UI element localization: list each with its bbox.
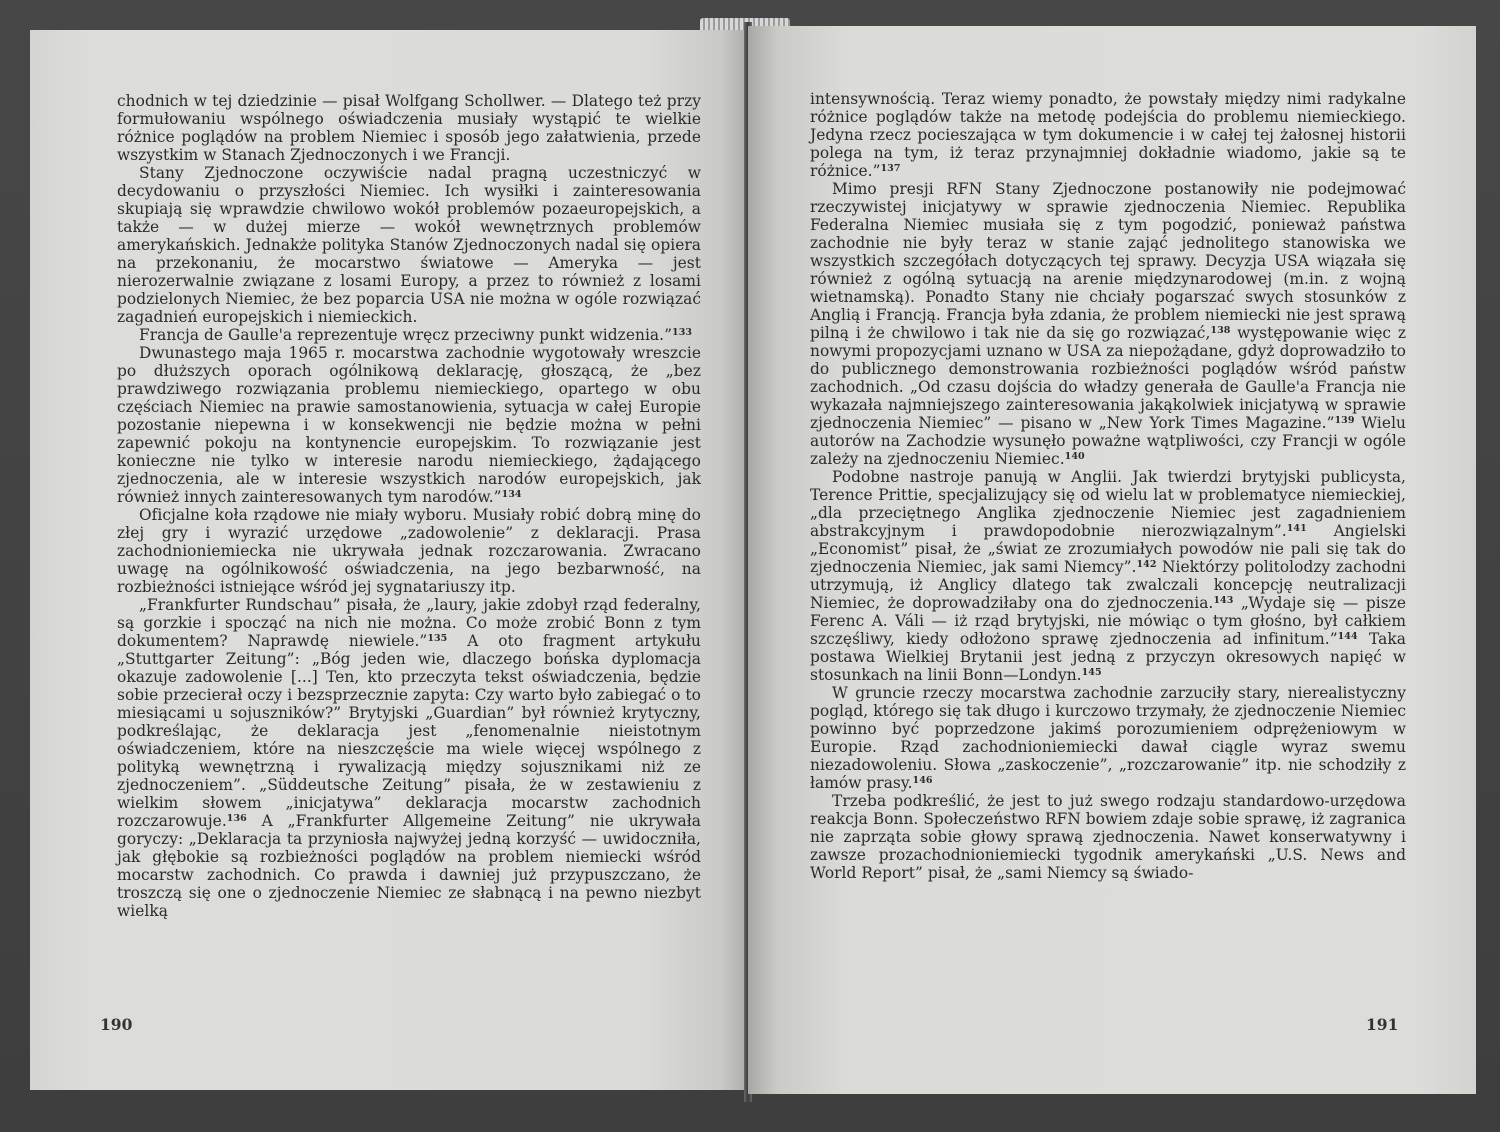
footnote-ref: 139 [1334, 415, 1355, 426]
footnote-ref: 145 [1081, 667, 1102, 678]
paragraph: Dwunastego maja 1965 r. mocarstwa zachodnie wygotowały wreszcie po dłuższych oporach ogólnikową deklarację, głoszącą, że „bez prawdziwego rozwiązania problemu niemieckiego, opartego w obu częściach Niemiec na prawie samostanowienia, sytuacja w całej Europie pozostanie niepewna i w konsekwencji nie będzie można w pełni zapewnić pokoju na kontynencie europejskim. To rozwiązanie jest konieczne nie tylko w interesie narodu niemieckiego, żądającego zjednoczenia, ale w interesie wszystkich narodów europejskich, jak również innych zainteresowanych tym narodów.”$^{134}$ [117, 344, 701, 506]
paragraph: Stany Zjednoczone oczywiście nadal pragną uczestniczyć w decydowaniu o przyszłości Niemiec. Ich wysiłki i zainteresowania skupiają się wprawdzie chwilowo wokół problemów pozaeuropejskich, a także — w dużej mierze — wokół wewnętrznych problemów amerykańskich. Jednakże polityka Stanów Zjednoczonych nadal się opiera na przekonaniu, że mocarstwo światowe — Ameryka — jest nierozerwalnie związane z losami Europy, a przez to również z losami podzielonych Niemiec, że bez poparcia USA nie można w ogóle rozwiązać zagadnień europejskich i niemieckich. [117, 164, 701, 326]
paragraph: Podobne nastroje panują w Anglii. Jak twierdzi brytyjski publicysta, Terence Prittie, specjalizujący się od wielu lat w problematyce niemieckiej, „dla przeciętnego Anglika zjednoczenie Niemiec jest zagadnieniem abstrakcyjnym i prawdopodobnie nierozwiązalnym”.$^{141}$ Angielski „Economist” pisał, że „świat ze zrozumiałych powodów nie pali się tak do zjednoczenia Niemiec, jak sami Niemcy”.$^{142}$ Niektórzy politolodzy zachodni utrzymują, iż Anglicy dlatego tak zwalczali koncepcję neutralizacji Niemiec, że doprowadziłaby ona do zjednoczenia.$^{143}$ „Wydaje się — pisze Ferenc A. Váli — iż rząd brytyjski, nie mówiąc o tym głośno, był całkiem szczęśliwy, kiedy odłożono sprawę zjednoczenia ad infinitum.”$^{144}$ Taka postawa Wielkiej Brytanii jest jedną z przyczyn okresowych napięć w stosunkach na linii Bonn—Londyn.$^{145}$ [810, 468, 1406, 684]
footnote-ref: 133 [672, 327, 693, 338]
footnote-ref: 136 [226, 813, 247, 824]
footnote-ref: 134 [501, 489, 522, 500]
footnote-ref: 141 [1286, 523, 1307, 534]
paragraph: Trzeba podkreślić, że jest to już swego rodzaju standardowo-urzędowa reakcja Bonn. Społeczeństwo RFN bowiem zdaje sobie sprawę, iż zagranica nie zaprząta sobie głowy sprawą zjednoczenia. Nawet konserwatywny i zawsze prozachodnioniemiecki tygodnik amerykański „U.S. News and World Report” pisał, że „sami Niemcy są świado- [810, 792, 1406, 882]
left-page-text [117, 92, 701, 920]
page-number: 191 [1366, 1015, 1399, 1034]
paragraph: Mimo presji RFN Stany Zjednoczone postanowiły nie podejmować rzeczywistej inicjatywy w sprawie zjednoczenia Niemiec. Republika Federalna Niemiec musiała się z tym pogodzić, ponieważ państwa zachodnie nie były teraz w stanie zająć jednolitego stanowiska we wszystkich szczegółach dotyczących tej sprawy. Decyzja USA wiązała się również z ogólną sytuacją na arenie międzynarodowej (m.in. z wojną wietnamską). Ponadto Stany nie chciały pogarszać swych stosunków z Anglią i Francją. Francja była zdania, że problem niemiecki nie jest sprawą pilną i że chwilowo i tak nie da się go rozwiązać,$^{138}$ występowanie więc z nowymi propozycjami uznano w USA za niepożądane, gdyż doprowadziło to do publicznego demonstrowania rozbieżności poglądów wśród państw zachodnich. „Od czasu dojścia do władzy generała de Gaulle'a Francja nie wykazała najmniejszego zainteresowania jakąkolwiek inicjatywą w sprawie zjednoczenia Niemiec” — pisano w „New York Times Magazine.”$^{139}$ Wielu autorów na Zachodzie wysunęło poważne wątpliwości, czy Francji w ogóle zależy na zjednoczeniu Niemiec.$^{140}$ [810, 180, 1406, 468]
footnote-ref: 140 [1064, 451, 1085, 462]
footnote-ref: 135 [427, 633, 448, 644]
paragraph: „Frankfurter Rundschau” pisała, że „laury, jakie zdobył rząd federalny, są gorzkie i spocząć na nich nie można. Co może zrobić Bonn z tym dokumentem? Naprawdę niewiele.”$^{135}$ A oto fragment artykułu „Stuttgarter Zeitung”: „Bóg jeden wie, dlaczego bońska dyplomacja okazuje zadowolenie [...] Ten, kto przeczyta tekst oświadczenia, będzie sobie przecierał oczy i bezsprzecznie zapyta: Czy warto było zabiegać o to miesiącami u sojuszników?” Brytyjski „Guardian” był również krytyczny, podkreślając, że deklaracja jest „fenomenalnie nieistotnym oświadczeniem, które na nieszczęście ma wiele więcej wspólnego z polityką wewnętrzną i rywalizacją między sojusznikami niż ze zjednoczeniem”. „Süddeutsche Zeitung” pisała, że w zestawieniu z wielkim słowem „inicjatywa” deklaracja mocarstw zachodnich rozczarowuje.$^{136}$ A „Frankfurter Allgemeine Zeitung” nie ukrywała goryczy: „Deklaracja ta przyniosła najwyżej jedną korzyść — uwidoczniła, jak głębokie są rozbieżności poglądów na problem niemiecki wśród mocarstw zachodnich. Co prawda i dawniej już przypuszczano, że troszczą się one o zjednoczenie Niemiec ze słabnącą i na pewno niezbyt wielką [117, 596, 701, 920]
page-number: 190 [100, 1015, 133, 1034]
footnote-ref: 142 [1136, 559, 1157, 570]
footnote-ref: 144 [1337, 631, 1358, 642]
right-page [748, 26, 1476, 1094]
paragraph: intensywnością. Teraz wiemy ponadto, że powstały między nimi radykalne różnice poglądów także na metodę podejścia do problemu niemieckiego. Jedyna rzecz pocieszająca w tym dokumencie i w całej tej żałosnej historii polega na tym, iż teraz przynajmniej dokładnie wiadomo, jakie są te różnice.”$^{137}$ [810, 90, 1406, 180]
paragraph: Oficjalne koła rządowe nie miały wyboru. Musiały robić dobrą minę do złej gry i wyrazić urzędowe „zadowolenie” z deklaracji. Prasa zachodnioniemiecka nie ukrywała jednak rozczarowania. Zwracano uwagę na ogólnikowość oświadczenia, na jego bezbarwność, na rozbieżności istniejące wśród jej sygnatariuszy itp. [117, 506, 701, 596]
right-page-text [810, 90, 1406, 882]
paragraph: Francja de Gaulle'a reprezentuje wręcz przeciwny punkt widzenia.”$^{133}$ [139, 326, 693, 344]
paragraph: W gruncie rzeczy mocarstwa zachodnie zarzuciły stary, nierealistyczny pogląd, którego się tak długo i kurczowo trzymały, że zjednoczenie Niemiec powinno być poprzedzone jakimś porozumieniem odprężeniowym w Europie. Rząd zachodnioniemiecki dawał ciągle wyraz swemu niezadowoleniu. Słowa „zaskoczenie”, „rozczarowanie” itp. nie schodziły z łamów prasy.$^{146}$ [810, 684, 1406, 792]
footnote-ref: 138 [1210, 325, 1231, 336]
footnote-ref: 143 [1213, 595, 1234, 606]
paragraph: chodnich w tej dziedzinie — pisał Wolfgang Schollwer. — Dlatego też przy formułowaniu wspólnego oświadczenia musiały wystąpić te wielkie różnice poglądów na problem Niemiec i sposób jego załatwienia, przede wszystkim w Stanach Zjednoczonych i we Francji. [117, 92, 701, 164]
footnote-ref: 146 [912, 775, 933, 786]
footnote-ref: 137 [880, 163, 901, 174]
left-page [30, 30, 750, 1090]
